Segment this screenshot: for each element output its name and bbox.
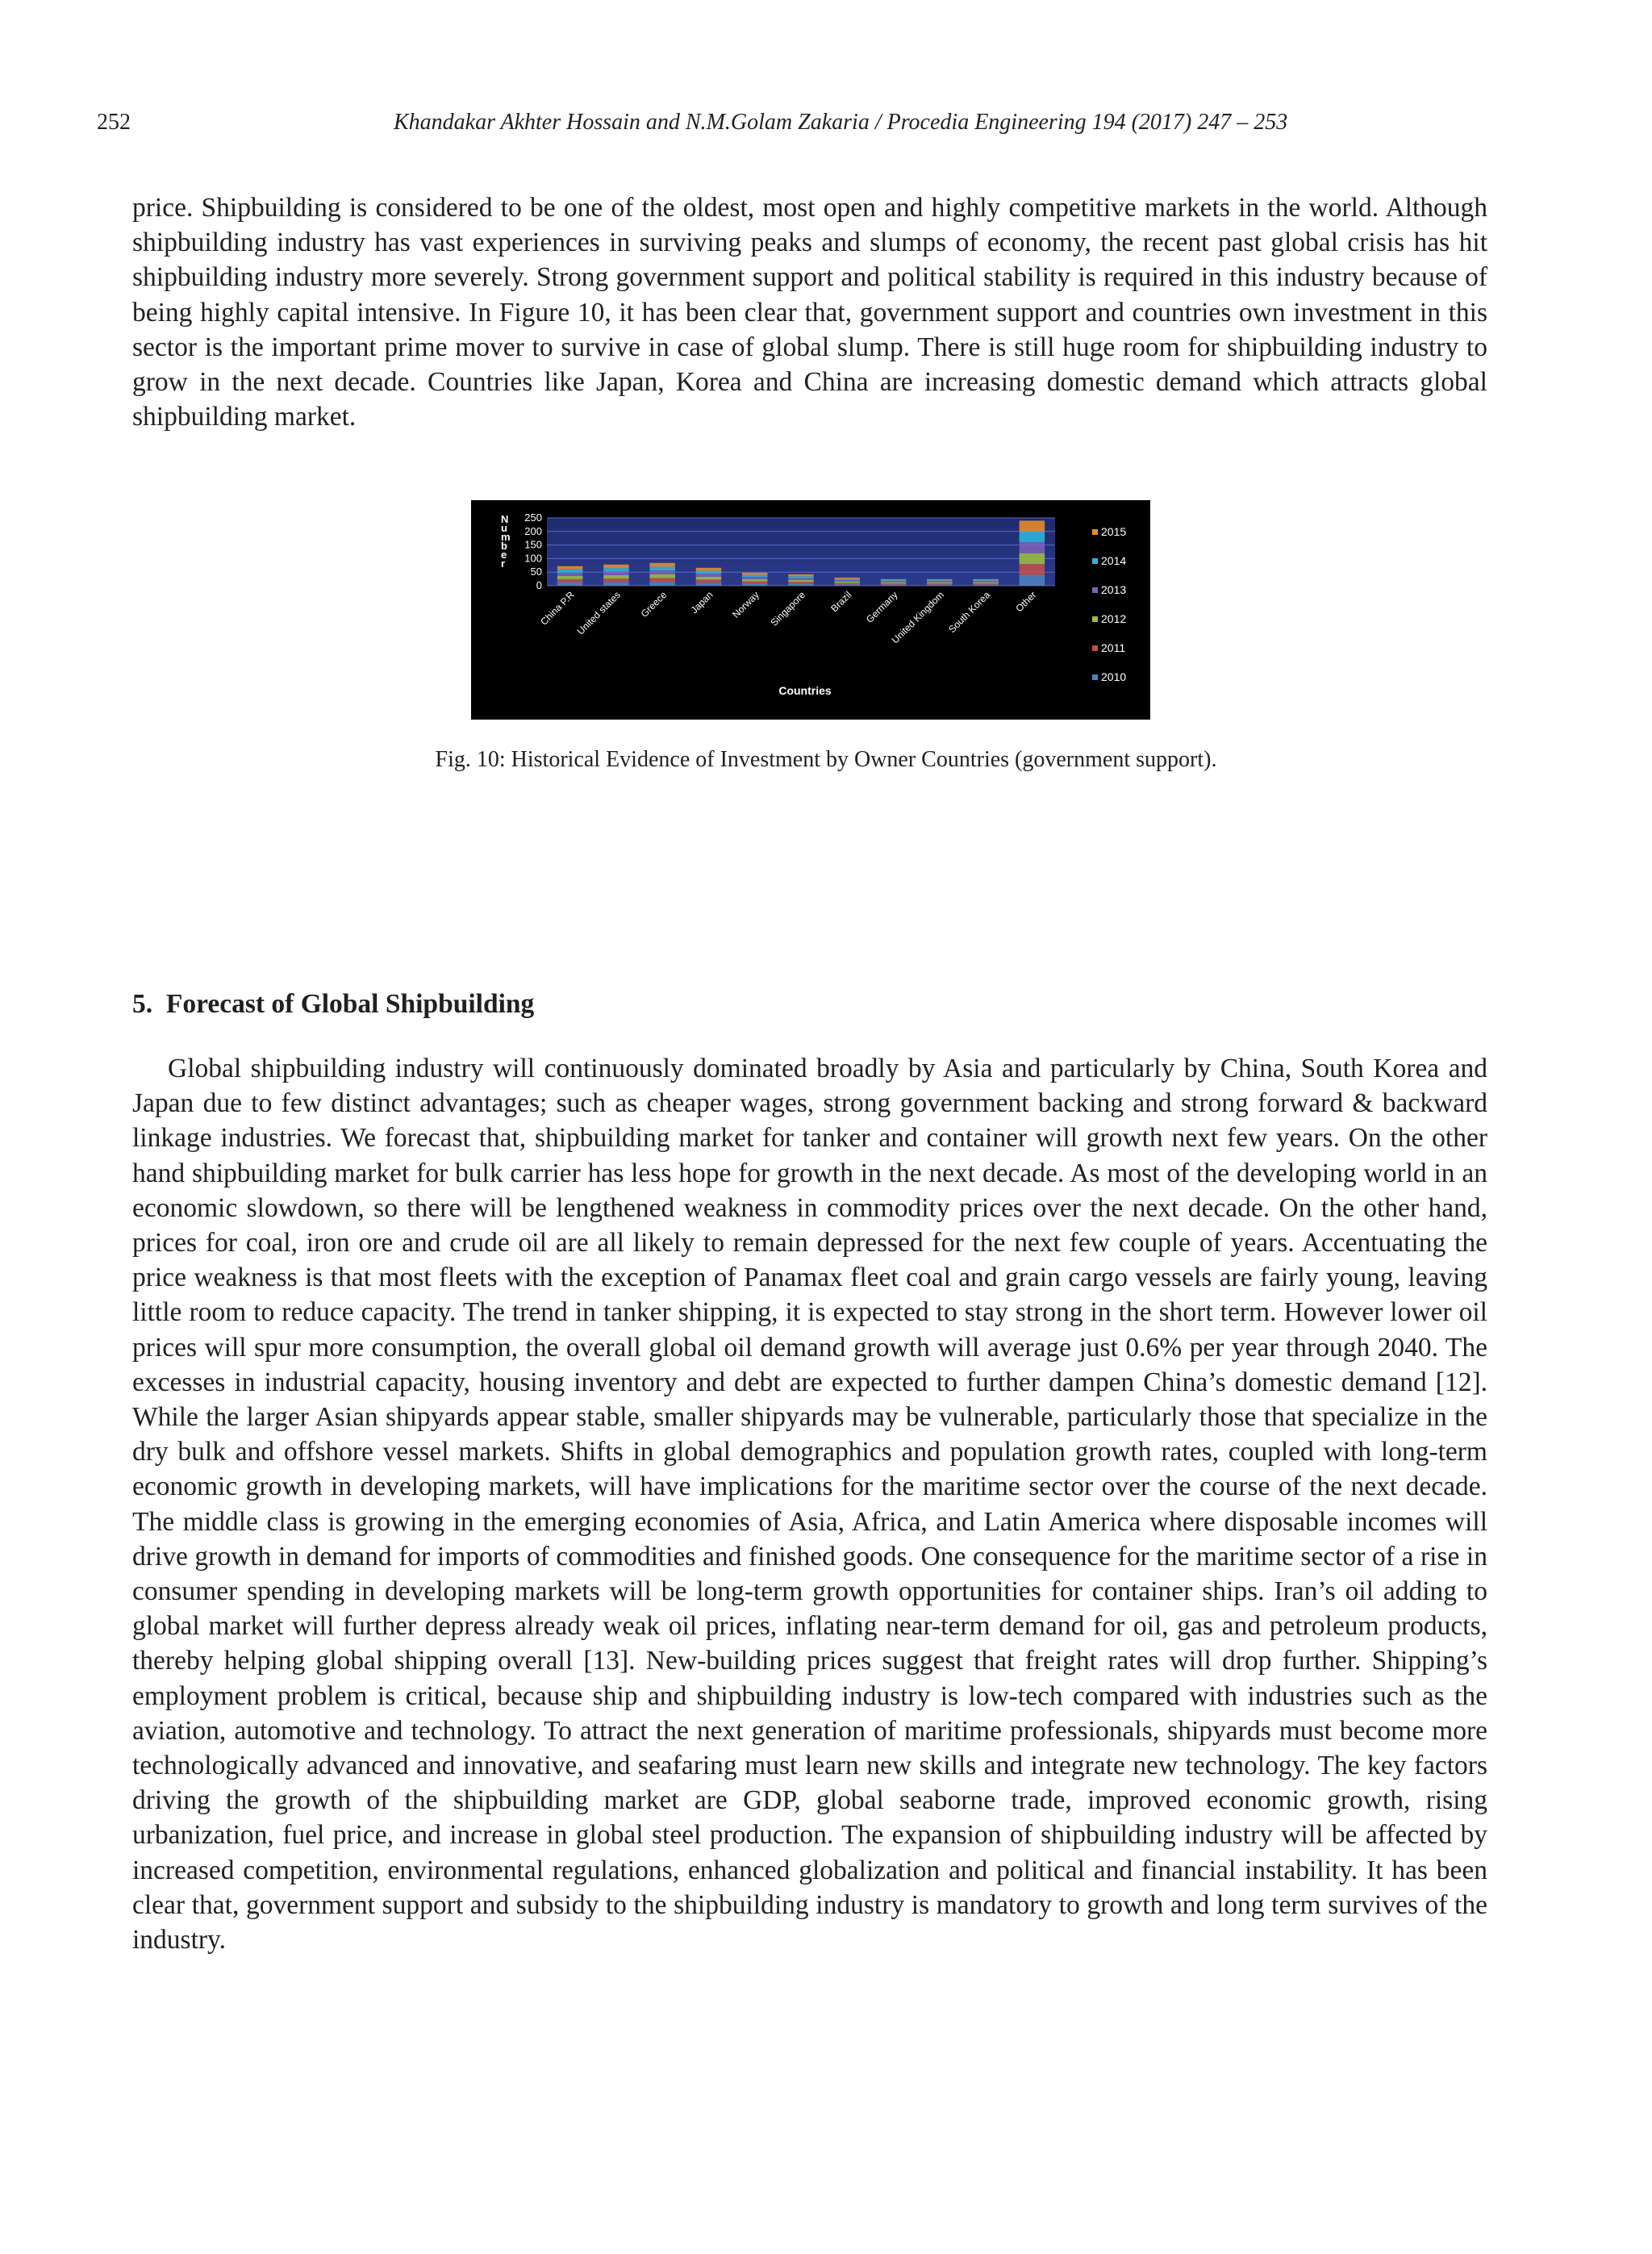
bar-segment [835,580,861,582]
running-head: Khandakar Akhter Hossain and N.M.Golam Zakaria / Procedia Engineering 194 (2017) 247 – 253 [394,110,1288,135]
bar-segment [835,583,861,585]
legend-swatch [1092,587,1098,593]
y-tick-label: 150 [524,538,542,551]
bar-segment [1020,553,1045,564]
bar-segment [788,576,814,578]
bar-segment [742,583,768,586]
bar-segment [557,570,583,573]
bar-segment [603,575,629,578]
bar-segment [788,582,814,583]
bar-segment [788,584,814,586]
bar-segment [788,578,814,580]
bar-segment [835,578,861,579]
bar-segment [973,585,999,586]
x-tick-label: South Korea [946,589,993,636]
bar-segment [696,580,722,583]
section-number: 5. [132,989,153,1019]
bar-segment [649,582,675,586]
bar-segment [696,568,722,571]
bar-segment [927,582,953,583]
legend-swatch [1092,645,1098,651]
bar-segment [557,566,583,570]
x-tick-label: Germany [863,589,900,626]
x-tick-label: Singapore [768,589,808,628]
bar-segment [742,579,768,582]
x-tick-label: Other [1013,589,1039,615]
paragraph-forecast [132,1051,1487,1957]
legend-entry: 2011 [1101,641,1126,654]
bar-segment [927,580,953,581]
legend-swatch [1092,529,1098,535]
bar-segment [649,566,675,570]
legend-entry: 2015 [1101,525,1127,538]
bar-segment [603,582,629,586]
x-tick-label: United states [574,589,624,637]
bar-segment [1020,520,1045,531]
bar-segment [557,573,583,576]
paragraph-forecast-text: Global shipbuilding industry will continuously dominated broadly by Asia and particularly by China, South Korea and Japan due to few distinct advantages; such as cheaper wages, strong government backing and strong forward & backward linkage industries. We forecast that, shipbuilding market for tanker and container will growth next few years. On the other hand shipbuilding market for bulk carrier has less hope for growth in the next decade. As most of the developing world in an economic slowdown, so there will be lengthened weakness in commodity prices over the next decade. On the other hand, prices for coal, iron ore and crude oil are all likely to remain depressed for the next few couple of years. Accentuating the price weakness is that most fleets with the exception of Panamax fleet coal and grain cargo vessels are fairly young, leaving little room to reduce capacity. The trend in tanker shipping, it is expected to stay strong in the short term. However lower oil prices will spur more consumption, the overall global oil demand growth will average just 0.6% per year through 2040. The excesses in industrial capacity, housing inventory and debt are expected to further dampen China’s domestic demand [12]. While the larger Asian shipyards appear stable, smaller shipyards may be vulnerable, particularly those that specialize in the dry bulk and offshore vessel markets. Shifts in global demographics and population growth rates, coupled with long-term economic growth in developing markets, will have implications for the maritime sector over the course of the next decade. The middle class is growing in the emerging economies of Asia, Africa, and Latin America where disposable incomes will drive growth in demand for imports of commodities and finished goods. One consequence for the maritime sector of a rise in consumer spending in developing markets will be long-term growth opportunities for container ships. Iran’s oil adding to global market will further depress already weak oil prices, inflating near-term demand for oil, gas and petroleum products, thereby helping global shipping overall [13]. New-building prices suggest that freight rates will drop further. Shipping’s employment problem is critical, because ship and shipbuilding industry is low-tech compared with industries such as the aviation, automotive and technology. To attract the next generation of maritime professionals, shipyards must become more technologically advanced and innovative, and seafaring must learn new skills and integrate new technology. The key factors driving the growth of the shipbuilding market are GDP, global seaborne trade, improved economic growth, rising urbanization, fuel price, and increase in global steel production. The expansion of shipbuilding industry will be affected by increased competition, environmental regulations, enhanced globalization and political and financial instability. It has been clear that, government support and subsidy to the shipbuilding industry is mandatory to growth and long term survives of the industry. [132,1054,1487,1956]
stacked-bar-chart [471,500,1150,720]
x-tick-label: United Kingdom [889,589,946,646]
bar-segment [649,563,675,567]
bar-segment [696,574,722,577]
legend-entry: 2013 [1101,583,1127,596]
y-tick-label: 250 [524,511,542,524]
bar-segment [696,571,722,574]
x-tick-label: Greece [638,589,670,620]
bar-segment [1020,532,1045,542]
figure-caption: Fig. 10: Historical Evidence of Investment by Owner Countries (government support). [435,747,1217,772]
bar-segment [1020,564,1045,574]
bar-segment [603,565,629,568]
x-axis-label: Countries [778,684,832,697]
y-tick-label: 0 [536,579,542,591]
figure-10-chart [471,500,1150,720]
section-title: Forecast of Global Shipbuilding [165,989,535,1019]
bar-segment [649,570,675,574]
bar-segment [696,577,722,580]
bar-segment [881,579,907,580]
bar-segment [973,579,999,580]
bar-segment [973,582,999,583]
legend-entry: 2012 [1101,612,1127,625]
x-tick-label: Brazil [828,589,854,615]
bar-segment [927,579,953,580]
y-tick-label: 200 [524,524,542,537]
bar-segment [881,583,907,584]
section-heading [132,989,534,1020]
bar-segment [788,574,814,576]
bar-segment [835,579,861,581]
bar-segment [649,578,675,582]
bar-segment [603,572,629,575]
paragraph-intro: price. Shipbuilding is considered to be one of the oldest, most open and highly competitive markets in the world. Although shipbuilding industry has vast experiences in surviving peaks and slumps of economy, the recent past global crisis has hit shipbuilding industry more severely. Strong government support and political stability is required in this industry because of being highly capital intensive. In Figure 10, it has been clear that, government support and countries own investment in this sector is the important prime mover to survive in case of global slump. There is still huge room for shipbuilding industry to grow in the next decade. Countries like Japan, Korea and China are increasing domestic demand which attracts global shipbuilding market. [132,193,1487,432]
bar-segment [835,584,861,586]
bar-segment [973,583,999,584]
x-tick-label: Japan [688,589,715,616]
legend-swatch [1092,558,1098,564]
bar-segment [927,585,953,586]
bar-segment [1020,575,1045,586]
bar-segment [881,585,907,586]
bar-segment [557,579,583,582]
x-tick-label: Norway [730,589,761,620]
legend-swatch [1092,616,1098,622]
page-number: 252 [97,110,131,135]
bar-segment [881,580,907,581]
bar-segment [603,568,629,571]
bar-segment [603,578,629,582]
bar-segment [742,582,768,584]
page-header [0,110,1652,142]
bar-segment [742,575,768,578]
bar-segment [881,582,907,583]
bar-segment [973,580,999,581]
legend-entry: 2014 [1101,554,1127,567]
bar-segment [788,580,814,582]
bar-segment [557,582,583,586]
y-tick-label: 50 [530,566,542,578]
bar-segment [742,577,768,579]
y-tick-label: 100 [524,552,542,565]
bar-segment [649,574,675,578]
bar-segment [557,576,583,579]
bar-segment [696,582,722,586]
bar-segment [1020,542,1045,553]
x-tick-label: China P.R [538,589,577,628]
legend-entry: 2010 [1101,670,1127,683]
bar-segment [742,573,768,575]
bar-segment [927,583,953,584]
y-axis-label: N u m b e r [501,513,511,570]
legend-swatch [1092,674,1098,680]
bar-segment [835,582,861,583]
